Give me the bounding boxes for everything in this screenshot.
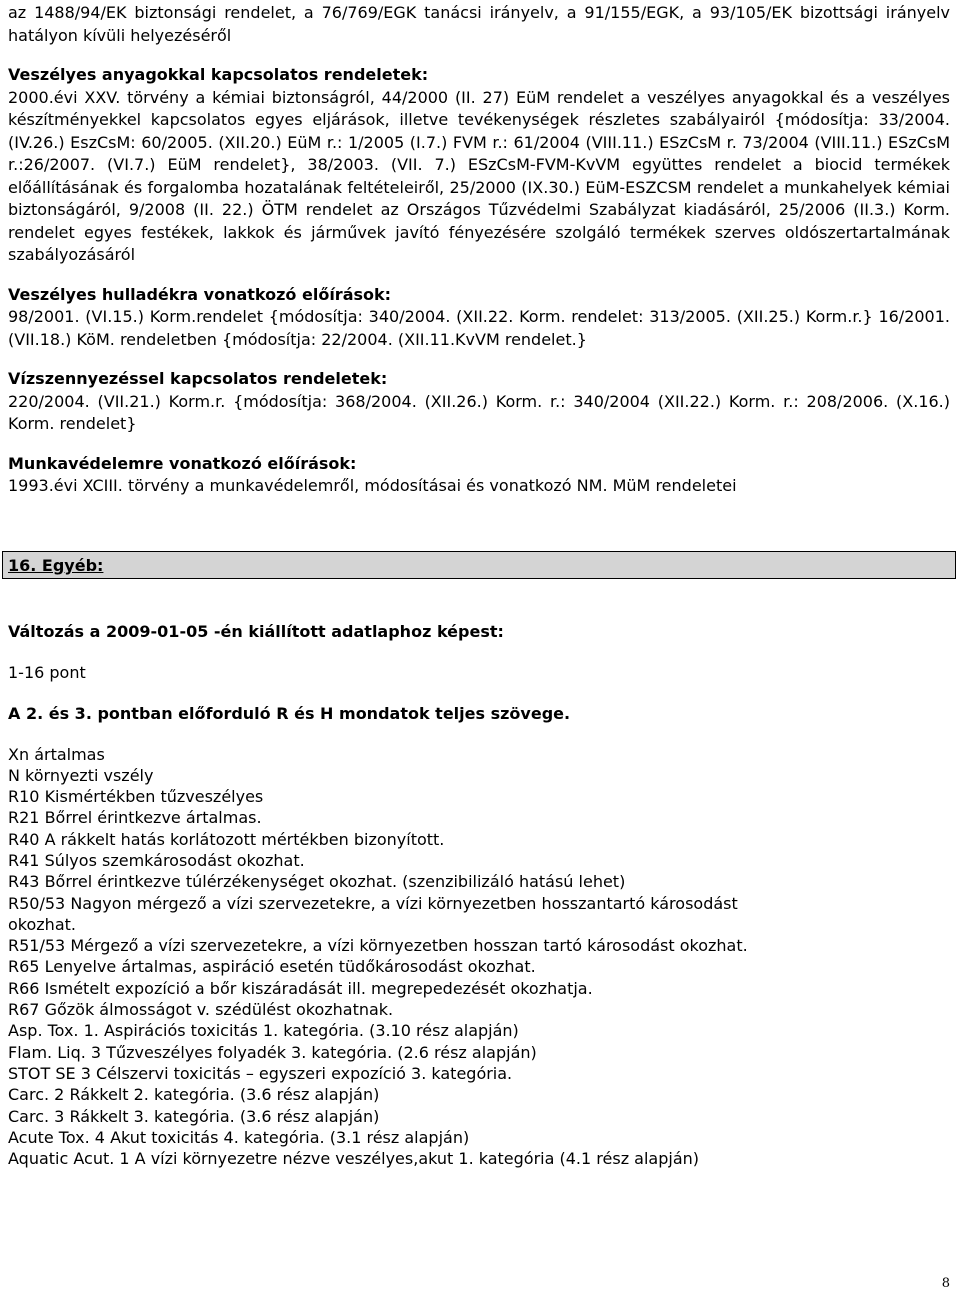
waste-regulations-text: 98/2001. (VI.15.) Korm.rendelet {módosítja: 340/2004. (XII.22. Korm. rendelet: 313/2005. (XII.25.) Korm.r.} 16/2001. (VII.18.) KöM. rendeletben {módosítja: 22/2004. (XII.11.KvVM rendelet.} xyxy=(8,307,950,349)
phrase-item: R66 Ismételt expozíció a bőr kiszáradását ill. megrepedezését okozhatja. xyxy=(8,978,593,998)
water-regulations-text: 220/2004. (VII.21.) Korm.r. {módosítja: 368/2004. (XII.26.) Korm. r.: 340/2004 (XII.22.) Korm. r.: 208/2006. (X.16.) Korm. rendelet} xyxy=(8,391,950,433)
phrase-item: Asp. Tox. 1. Aspirációs toxicitás 1. kategória. (3.10 rész alapján) xyxy=(8,1021,519,1041)
phrase-item: Flam. Liq. 3 Tűzveszélyes folyadék 3. kategória. (2.6 rész alapján) xyxy=(8,1042,537,1062)
page-number: 8 xyxy=(941,1276,950,1291)
waste-regulations-heading: Veszélyes hulladékra vonatkozó előírások: xyxy=(8,284,392,304)
chem-regulations-text: 2000.évi XXV. törvény a kémiai biztonságról, 44/2000 (II. 27) EüM rendelet a veszélyes anyagokkal és a veszélyes készítményekkel kapcsolatos egyes eljárások, illetve tevékenységek részletes szabályairól {módosítja: 33/2004. (IV.26.) EszCsM: 60/2005. (XII.20.) EüM r.: 1/2005 (I.7.) FVM r.: 61/2004 (VIII.11.) ESzCsM r. 73/2004 (VIII.11.) ESzCsM r.:26/2007. (VI.7.) EüM rendelet}, 38/2003. (VII. 7.) ESzCsM-FVM-KvVM együttes rendelet a biocid termékek előállításának és forgalomba hozatalának feltételeiről, 25/2000 (IX.30.) EüM-ESZCSM rendelet a munkahelyek kémiai biztonságáról, 9/2008 (II. 22.) ÖTM rendelet az Országos Tűzvédelmi Szabályzat kiadásáról, 25/2006 (II.3.) Korm. rendelet egyes festékek, lakkok és járművek javító fényezésére szolgáló termékek szerves oldószertartalmának szabályozásáról xyxy=(8,87,950,264)
section-16-header xyxy=(2,551,956,579)
water-regulations-heading: Vízszennyezéssel kapcsolatos rendeletek: xyxy=(8,369,388,388)
change-heading: Változás a 2009-01-05 -én kiállított adatlaphoz képest: xyxy=(8,622,504,641)
phrase-item: Carc. 3 Rákkelt 3. kategória. (3.6 rész alapján) xyxy=(8,1106,380,1126)
phrase-item: N környezti vszély xyxy=(8,765,154,785)
work-safety-text: 1993.évi XCIII. törvény a munkavédelemről, módosításai és vonatkozó NM. MüM rendeletei xyxy=(8,476,737,495)
change-points: 1-16 pont xyxy=(8,662,86,682)
phrase-item: Aquatic Acut. 1 A vízi környezetre nézve veszélyes,akut 1. kategória (4.1 rész alapján) xyxy=(8,1149,700,1169)
chem-regulations-heading: Veszélyes anyagokkal kapcsolatos rendeletek: xyxy=(8,65,429,84)
phrase-item: STOT SE 3 Célszervi toxicitás – egyszeri expozíció 3. kategória. xyxy=(8,1063,513,1083)
phrase-item: R40 A rákkelt hatás korlátozott mértékben bizonyított. xyxy=(8,829,445,849)
phrase-item: Carc. 2 Rákkelt 2. kategória. (3.6 rész alapján) xyxy=(8,1085,380,1105)
phrase-item: R43 Bőrrel érintkezve túlérzékenységet okozhat. (szenzibilizáló hatású lehet) xyxy=(8,872,626,892)
phrase-item: R67 Gőzök álmosságot v. szédülést okozhatnak. xyxy=(8,1000,394,1020)
rh-phrase-list xyxy=(8,744,948,1170)
phrase-item: R41 Súlyos szemkárosodást okozhat. xyxy=(8,850,305,870)
phrase-item: R65 Lenyelve ártalmas, aspiráció esetén tüdőkárosodást okozhat. xyxy=(8,957,536,977)
phrase-item: R50/53 Nagyon mérgező a vízi szervezetekre, a vízi környezetben hosszantartó károsodást okozhat. xyxy=(8,893,738,934)
phrase-item: Xn ártalmas xyxy=(8,744,105,764)
other-info-block xyxy=(8,621,948,1169)
phrase-item: R10 Kismértékben tűzveszélyes xyxy=(8,787,264,807)
phrase-item: R51/53 Mérgező a vízi szervezetekre, a vízi környezetben hosszan tartó károsodást okozhat. xyxy=(8,936,748,956)
document-page xyxy=(8,0,950,498)
intro-text: az 1488/94/EK biztonsági rendelet, a 76/769/EGK tanácsi irányelv, a 91/155/EGK, a 93/105/EK bizottsági irányelv hatályon kívüli helyezéséről xyxy=(8,3,950,45)
work-safety-heading: Munkavédelemre vonatkozó előírások: xyxy=(8,453,357,473)
section-16-title: 16. Egyéb: xyxy=(8,556,104,575)
phrase-item: R21 Bőrrel érintkezve ártalmas. xyxy=(8,808,262,828)
rh-phrases-heading: A 2. és 3. pontban előforduló R és H mondatok teljes szövege. xyxy=(8,704,571,723)
phrase-item: Acute Tox. 4 Akut toxicitás 4. kategória. (3.1 rész alapján) xyxy=(8,1127,470,1147)
